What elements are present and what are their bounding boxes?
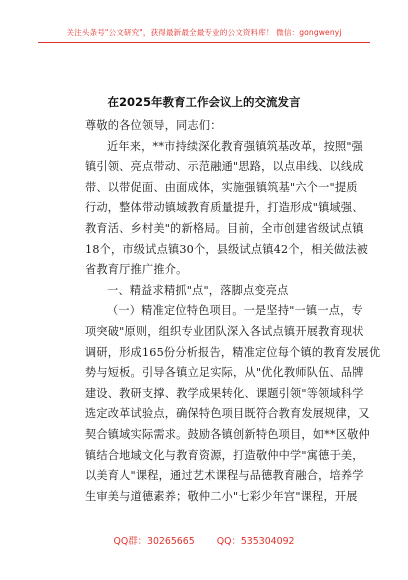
paragraph-line: （一）精准定位特色项目。一是坚持"一镇一点，专 xyxy=(107,304,363,318)
paragraph-line: 契合镇域实际需求。鼓励各镇创新特色项目，如**区敬仲 xyxy=(85,427,370,441)
document-title: 在2025年教育工作会议上的交流发言 xyxy=(107,95,301,109)
paragraph-line: 势与短板。引导各镇立足实际，从"优化教师队伍、品牌 xyxy=(85,366,364,380)
paragraph-line: 镇引领、亮点带动、示范融通"思路，以点串线、以线成 xyxy=(85,160,364,174)
paragraph-line: 镇结合地域文化与教育资源，打造敬仲中学"寓德于美， xyxy=(85,448,364,462)
paragraph-line: 带、以带促面、由面成体，实施强镇筑基"六个一"提质 xyxy=(85,180,358,194)
footer-qq-group: QQ群：30265665 xyxy=(113,536,195,547)
paragraph-line: 项突破"原则，组织专业团队深入各试点镇开展教育现状 xyxy=(85,324,364,338)
paragraph-line: 教育活、乡村美"的新格局。目前，全市创建省级试点镇 xyxy=(85,221,364,235)
paragraph-line: 18个，市级试点镇30个，县级试点镇42个，相关做法被 xyxy=(85,242,369,256)
header-banner: 关注头条号"公文研究"，获得最新最全最专业的公文资料库！ 微信：gongwenyj xyxy=(66,28,342,37)
header-divider xyxy=(38,42,370,43)
paragraph-line: 以美育人"课程，通过艺术课程与品德教育融合，培养学 xyxy=(85,469,364,483)
paragraph-line: 选定改革试验点，确保特色项目既符合教育发展规律，又 xyxy=(85,407,370,421)
footer-qq: QQ：535304092 xyxy=(216,536,295,547)
paragraph-line: 建设、教研支撑、教学成果转化、课题引领"等领域科学 xyxy=(85,386,364,400)
salutation: 尊敬的各位领导，同志们： xyxy=(85,119,222,132)
paragraph-line: 省教育厅推广推介。 xyxy=(85,263,188,277)
paragraph-line: 调研，形成165份分析报告，精准定位每个镇的教育发展优 xyxy=(85,345,381,359)
document-body xyxy=(85,116,381,507)
section-heading: 一、精益求精抓"点"，落脚点变亮点 xyxy=(107,283,289,297)
footer-contact xyxy=(0,533,408,547)
paragraph-line: 行动，整体带动镇域教育质量提升，打造形成"镇域强、 xyxy=(85,201,364,215)
paragraph-line: 生审美与道德素养；敬仲二小"七彩少年宫"课程，开展 xyxy=(85,489,358,503)
paragraph-line: 近年来，**市持续深化教育强镇筑基改革，按照"强 xyxy=(107,139,364,153)
